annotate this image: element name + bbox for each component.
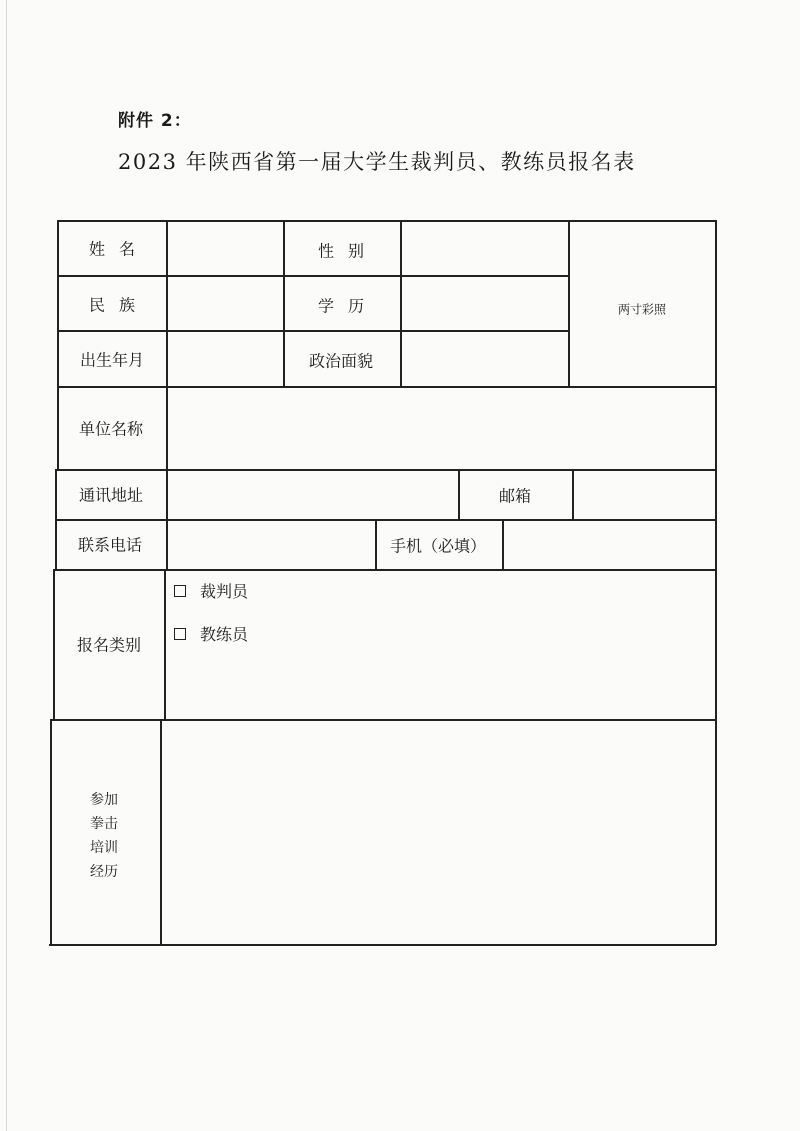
gender-field[interactable] <box>402 222 567 274</box>
education-field[interactable] <box>402 277 567 329</box>
photo-placeholder-label: 两寸彩照 <box>617 302 667 317</box>
gender-label: 性别 <box>317 241 379 261</box>
birth-date-label: 出生年月 <box>79 350 145 370</box>
name-label: 姓名 <box>88 239 150 259</box>
email-field[interactable] <box>574 471 714 518</box>
photo-area[interactable] <box>570 222 714 385</box>
political-status-field[interactable] <box>402 332 567 385</box>
checkbox-icon[interactable] <box>174 628 186 640</box>
experience-field[interactable] <box>162 721 714 943</box>
email-label: 邮箱 <box>498 486 532 506</box>
address-field[interactable] <box>168 471 457 518</box>
category-label: 报名类别 <box>76 635 142 655</box>
form-title: 2023 年陕西省第一届大学生裁判员、教练员报名表 <box>118 150 636 174</box>
mobile-field[interactable] <box>504 521 714 568</box>
referee-option[interactable]: 裁判员 <box>174 579 248 602</box>
name-field[interactable] <box>168 222 282 274</box>
coach-option[interactable]: 教练员 <box>174 622 248 645</box>
phone-field[interactable] <box>168 521 374 568</box>
mobile-label: 手机（必填） <box>389 536 487 556</box>
ethnicity-field[interactable] <box>168 277 282 329</box>
phone-label: 联系电话 <box>77 535 143 555</box>
address-label: 通讯地址 <box>78 485 144 505</box>
unit-name-field[interactable] <box>168 388 714 468</box>
checkbox-icon[interactable] <box>174 585 186 597</box>
education-label: 学历 <box>317 296 379 316</box>
boxing-training-experience-label: 参加 拳击 培训 经历 <box>90 792 118 880</box>
unit-name-label: 单位名称 <box>78 419 144 439</box>
political-status-label: 政治面貌 <box>308 351 374 371</box>
attachment-label: 附件 2： <box>118 111 192 131</box>
birth-date-field[interactable] <box>168 332 282 385</box>
ethnicity-label: 民族 <box>88 295 150 315</box>
